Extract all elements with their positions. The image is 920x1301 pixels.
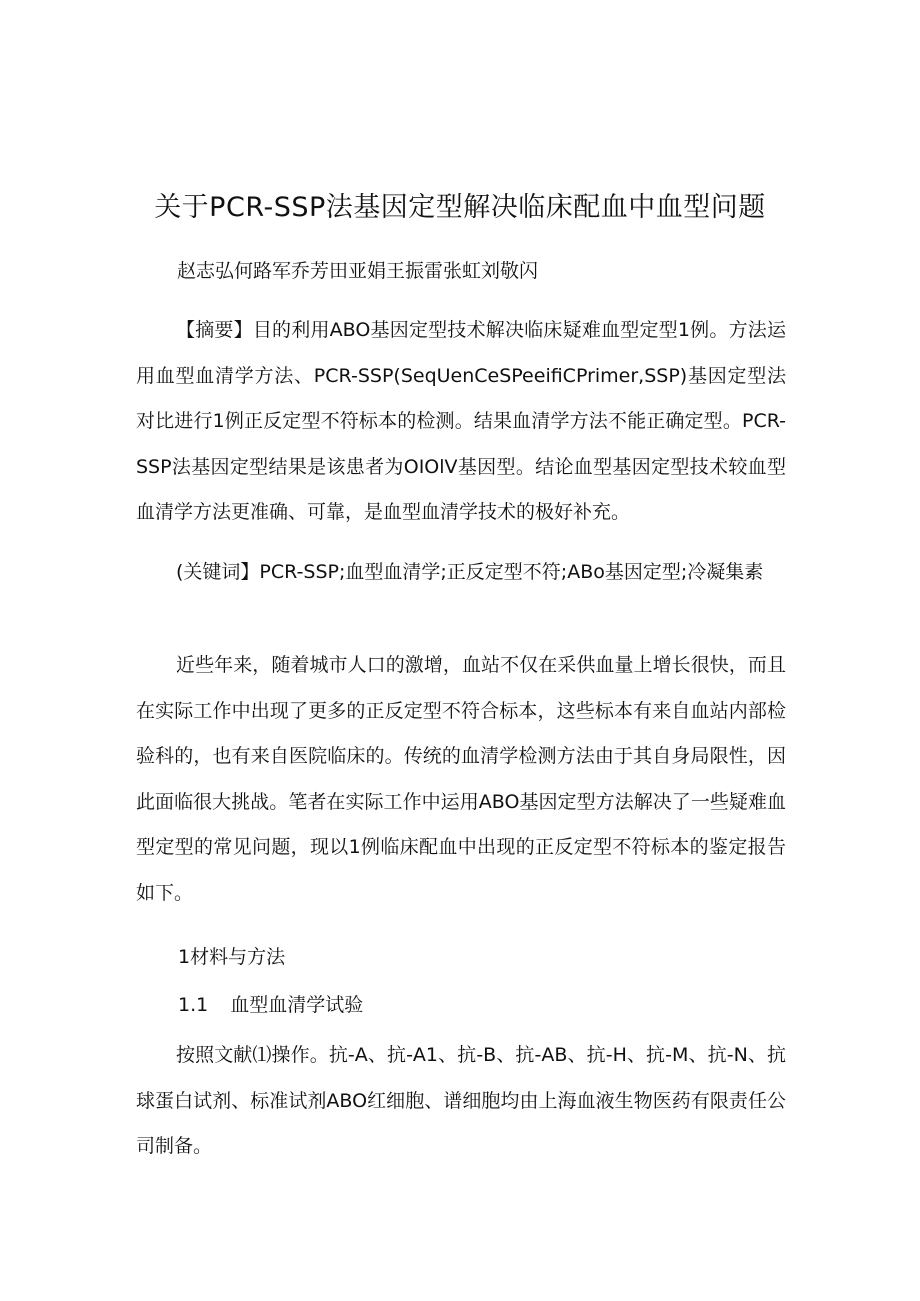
- section-heading: 1材料与方法: [178, 946, 286, 968]
- author-list: 赵志弘何路军乔芳田亚娟王振雷张虹刘敬闪: [177, 260, 539, 282]
- document-title: 关于PCR-SSP法基因定型解决临床配血中血型问题: [154, 192, 766, 223]
- subsection-title: 血型血清学试验: [230, 994, 364, 1016]
- subsection-number: 1.1: [178, 994, 209, 1016]
- method-paragraph: 按照文献⑴操作。抗-A、抗-A1、抗-B、抗-AB、抗-H、抗-M、抗-N、抗球蛋白试剂、标准试剂ABO红细胞、谱细胞均由上海血液生物医药有限责任公司制备。: [136, 1044, 786, 1158]
- subsection-heading: [178, 990, 363, 1020]
- keywords-paragraph: (关键词】PCR-SSP;血型血清学;正反定型不符;ABo基因定型;冷凝集素: [176, 561, 764, 583]
- introduction-paragraph: 近些年来，随着城市人口的激增，血站不仅在采供血量上增长很快，而且在实际工作中出现了更多的正反定型不符合标本，这些标本有来自血站内部检验科的，也有来自医院临床的。传统的血清学检测方法由于其自身局限性，因此面临很大挑战。笔者在实际工作中运用ABO基因定型方法解决了一些疑难血型定型的常见问题，现以1例临床配血中出现的正反定型不符标本的鉴定报告如下。: [136, 654, 786, 904]
- abstract-paragraph: 【摘要】目的利用ABO基因定型技术解决临床疑难血型定型1例。方法运用血型血清学方法、PCR-SSP(SeqUenCeSPeeifiCPrimer,SSP)基因定型法对比进行1例正反定型不符标本的检测。结果血清学方法不能正确定型。PCR-SSP法基因定型结果是该患者为OIOlV基因型。结论血型基因定型技术较血型血清学方法更准确、可靠，是血型血清学技术的极好补充。: [136, 319, 786, 524]
